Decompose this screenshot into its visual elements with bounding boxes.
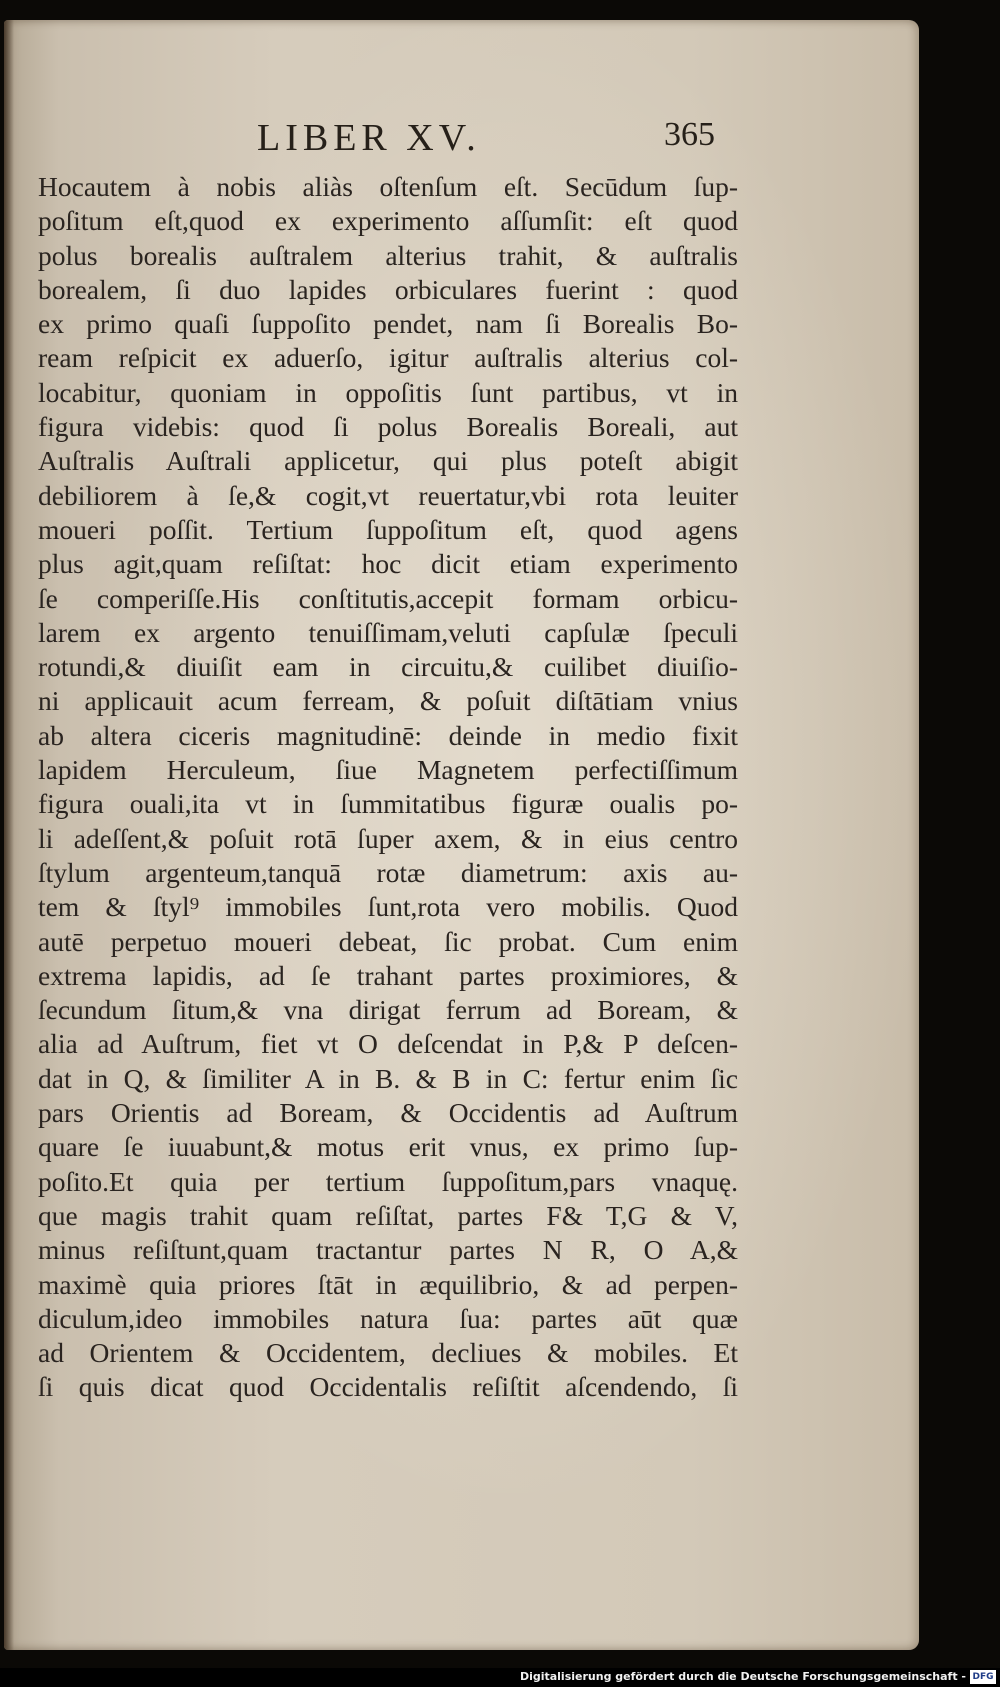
text-line: figura videbis: quod ſi polus Borealis Boreali, aut [38,411,738,443]
text-line: tem & ſtyl⁹ immobiles ſunt,rota vero mobilis. Quod [38,891,738,923]
text-line: ſe comperiſſe.His conſtitutis,accepit formam orbicu- [38,582,738,614]
text-line: ex primo quaſi ſuppoſito pendet, nam ſi Borealis Bo- [38,308,738,340]
text-line: ſi quis dicat quod Occidentalis reſiſtit aſcendendo, ſi [38,1371,738,1403]
text-line: borealem, ſi duo lapides orbiculares fuerint : quod [38,273,738,305]
text-line: larem ex argento tenuiſſimam,veluti capſulæ ſpeculi [38,616,738,648]
book-page [4,20,919,1650]
dfg-logo: DFG [970,1670,996,1684]
text-line: poſitum eſt,quod ex experimento aſſumſit: eſt quod [38,205,738,237]
text-line: maximè quia priores ſtāt in æquilibrio, & ad perpen- [38,1268,738,1300]
running-title: LIBER XV. [257,117,481,159]
text-line: que magis trahit quam reſiſtat, partes F& T,G & V, [38,1199,738,1231]
text-line: minus reſiſtunt,quam tractantur partes N R, O A,& [38,1234,738,1266]
footer-bar [0,1668,1000,1687]
text-line: moueri poſſit. Tertium ſuppoſitum eſt, quod agens [38,513,738,545]
text-line: pars Orientis ad Boream, & Occidentis ad Auſtrum [38,1097,738,1129]
text-line: ream reſpicit ex aduerſo, igitur auſtralis alterius col- [38,342,738,374]
text-line: alia ad Auſtrum, fiet vt O deſcendat in P,& P deſcen- [38,1028,738,1060]
text-line: extrema lapidis, ad ſe trahant partes proximiores, & [38,959,738,991]
text-line: rotundi,& diuiſit eam in circuitu,& cuilibet diuiſio- [38,651,738,683]
footer-credit: Digitalisierung gefördert durch die Deutsche Forschungsgemeinschaft - [519,1670,966,1683]
text-line: quare ſe iuuabunt,& motus erit vnus, ex primo ſup- [38,1131,738,1163]
text-line: ni applicauit acum ferream, & poſuit diſtātiam vnius [38,685,738,717]
text-line: dat in Q, & ſimiliter A in B. & B in C: fertur enim ſic [38,1062,738,1094]
text-line: ſtylum argenteum,tanquā rotæ diametrum: axis au- [38,856,738,888]
text-line: debiliorem à ſe,& cogit,vt reuertatur,vbi rota leuiter [38,479,738,511]
text-line: ad Orientem & Occidentem, decliues & mobiles. Et [38,1337,738,1369]
text-line: polus borealis auſtralem alterius trahit, & auſtralis [38,239,738,271]
text-line: figura ouali,ita vt in ſummitatibus figuræ oualis po- [38,788,738,820]
page-number: 365 [664,116,715,153]
text-line: locabitur, quoniam in oppoſitis ſunt partibus, vt in [38,376,738,408]
text-line: poſito.Et quia per tertium ſuppoſitum,pars vnaquę. [38,1165,738,1197]
text-line: autē perpetuo moueri debeat, ſic probat. Cum enim [38,925,738,957]
text-line: Hocautem à nobis aliàs oſtenſum eſt. Secūdum ſup- [38,171,738,202]
text-line: diculum,ideo immobiles natura ſua: partes aūt quæ [38,1302,738,1334]
page-binding-shadow [4,20,14,1650]
text-line: Auſtralis Auſtrali applicetur, qui plus poteſt abigit [38,445,738,477]
text-line: li adeſſent,& poſuit rotā ſuper axem, & in eius centro [38,822,738,854]
text-line: plus agit,quam reſiſtat: hoc dicit etiam experimento [38,548,738,580]
text-line: ab altera ciceris magnitudinē: deinde in medio fixit [38,719,738,751]
body-text [38,170,738,1405]
text-line: lapidem Herculeum, ſiue Magnetem perfectiſſimum [38,754,738,786]
running-head [4,116,919,166]
text-line: ſecundum ſitum,& vna dirigat ferrum ad Boream, & [38,994,738,1026]
